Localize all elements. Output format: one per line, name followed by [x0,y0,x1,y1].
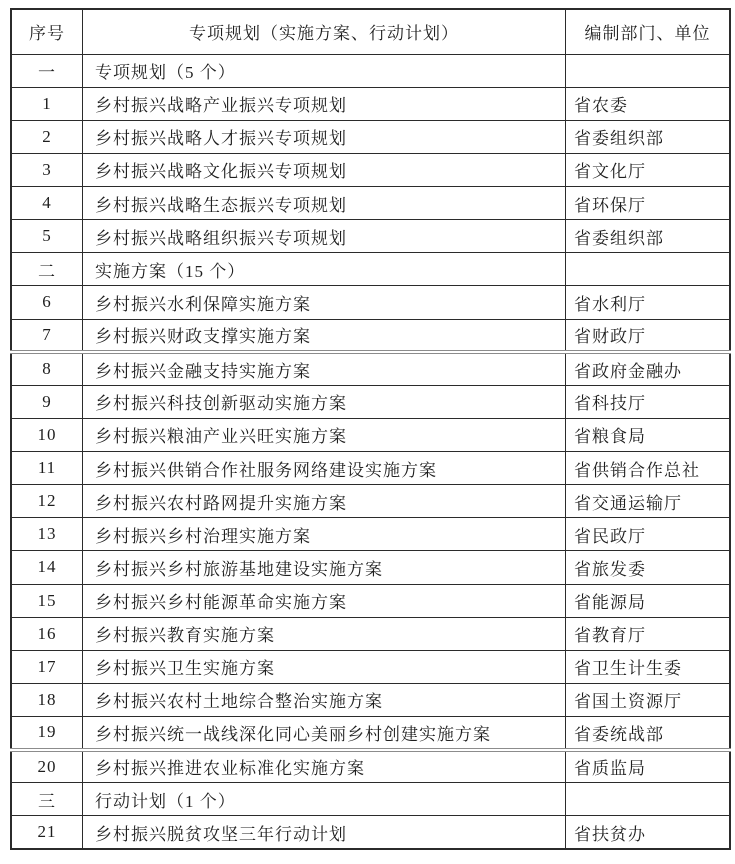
cell-plan-title: 乡村振兴战略生态振兴专项规划 [83,187,566,220]
cell-serial-number: 11 [11,452,83,485]
cell-serial-number: 9 [11,385,83,418]
cell-plan-title: 行动计划（1 个） [83,783,566,816]
header-row [11,9,730,54]
cell-department [566,783,731,816]
table-row [11,750,730,783]
cell-serial-number: 19 [11,717,83,750]
cell-serial-number: 5 [11,220,83,253]
table-row [11,87,730,120]
cell-department [566,54,731,87]
cell-plan-title: 乡村振兴脱贫攻坚三年行动计划 [83,816,566,849]
cell-department: 省供销合作总社 [566,452,731,485]
table-row [11,783,730,816]
cell-plan-title: 乡村振兴金融支持实施方案 [83,352,566,385]
cell-serial-number: 12 [11,485,83,518]
cell-serial-number: 18 [11,683,83,716]
cell-plan-title: 乡村振兴科技创新驱动实施方案 [83,385,566,418]
special-plans-table [10,8,731,850]
cell-department: 省粮食局 [566,418,731,451]
cell-department: 省政府金融办 [566,352,731,385]
cell-serial-number: 6 [11,286,83,319]
cell-plan-title: 乡村振兴战略文化振兴专项规划 [83,153,566,186]
cell-serial-number: 20 [11,750,83,783]
table-row [11,551,730,584]
table-row [11,418,730,451]
table-row [11,617,730,650]
table-row [11,717,730,750]
cell-plan-title: 乡村振兴战略人才振兴专项规划 [83,120,566,153]
cell-plan-title: 乡村振兴统一战线深化同心美丽乡村创建实施方案 [83,717,566,750]
table-row [11,220,730,253]
cell-plan-title: 乡村振兴财政支撑实施方案 [83,319,566,352]
cell-plan-title: 乡村振兴乡村能源革命实施方案 [83,584,566,617]
cell-serial-number: 二 [11,253,83,286]
cell-serial-number: 1 [11,87,83,120]
table-row [11,452,730,485]
cell-serial-number: 8 [11,352,83,385]
header-department: 编制部门、单位 [566,9,731,54]
cell-department: 省国土资源厅 [566,683,731,716]
cell-plan-title: 乡村振兴推进农业标准化实施方案 [83,750,566,783]
table-row [11,54,730,87]
table-row [11,385,730,418]
table-row [11,683,730,716]
header-plan-title: 专项规划（实施方案、行动计划） [83,9,566,54]
cell-serial-number: 15 [11,584,83,617]
cell-serial-number: 2 [11,120,83,153]
cell-plan-title: 专项规划（5 个） [83,54,566,87]
cell-department: 省水利厅 [566,286,731,319]
table-row [11,253,730,286]
cell-department: 省交通运输厅 [566,485,731,518]
table-row [11,518,730,551]
cell-plan-title: 乡村振兴水利保障实施方案 [83,286,566,319]
cell-department: 省扶贫办 [566,816,731,849]
cell-department: 省文化厅 [566,153,731,186]
cell-serial-number: 14 [11,551,83,584]
cell-plan-title: 乡村振兴战略组织振兴专项规划 [83,220,566,253]
cell-plan-title: 实施方案（15 个） [83,253,566,286]
cell-serial-number: 16 [11,617,83,650]
table-row [11,286,730,319]
cell-serial-number: 17 [11,650,83,683]
cell-serial-number: 7 [11,319,83,352]
cell-serial-number: 10 [11,418,83,451]
table-row [11,485,730,518]
table-row [11,187,730,220]
cell-department: 省财政厅 [566,319,731,352]
cell-plan-title: 乡村振兴农村土地综合整治实施方案 [83,683,566,716]
cell-department [566,253,731,286]
cell-plan-title: 乡村振兴战略产业振兴专项规划 [83,87,566,120]
cell-department: 省委组织部 [566,220,731,253]
cell-department: 省能源局 [566,584,731,617]
cell-plan-title: 乡村振兴粮油产业兴旺实施方案 [83,418,566,451]
table-header [11,9,730,54]
cell-department: 省民政厅 [566,518,731,551]
cell-serial-number: 3 [11,153,83,186]
table-row [11,650,730,683]
cell-plan-title: 乡村振兴教育实施方案 [83,617,566,650]
table-body [11,54,730,849]
table-row [11,319,730,352]
cell-department: 省委组织部 [566,120,731,153]
table-row [11,153,730,186]
cell-plan-title: 乡村振兴卫生实施方案 [83,650,566,683]
table-row [11,120,730,153]
table-row [11,816,730,849]
cell-department: 省卫生计生委 [566,650,731,683]
cell-serial-number: 21 [11,816,83,849]
cell-department: 省农委 [566,87,731,120]
table-row [11,584,730,617]
cell-plan-title: 乡村振兴农村路网提升实施方案 [83,485,566,518]
cell-serial-number: 13 [11,518,83,551]
cell-serial-number: 4 [11,187,83,220]
cell-department: 省科技厅 [566,385,731,418]
cell-department: 省教育厅 [566,617,731,650]
cell-department: 省旅发委 [566,551,731,584]
cell-serial-number: 一 [11,54,83,87]
cell-serial-number: 三 [11,783,83,816]
cell-plan-title: 乡村振兴乡村治理实施方案 [83,518,566,551]
cell-department: 省环保厅 [566,187,731,220]
cell-department: 省委统战部 [566,717,731,750]
header-serial-number: 序号 [11,9,83,54]
cell-plan-title: 乡村振兴乡村旅游基地建设实施方案 [83,551,566,584]
cell-department: 省质监局 [566,750,731,783]
cell-plan-title: 乡村振兴供销合作社服务网络建设实施方案 [83,452,566,485]
table-row [11,352,730,385]
